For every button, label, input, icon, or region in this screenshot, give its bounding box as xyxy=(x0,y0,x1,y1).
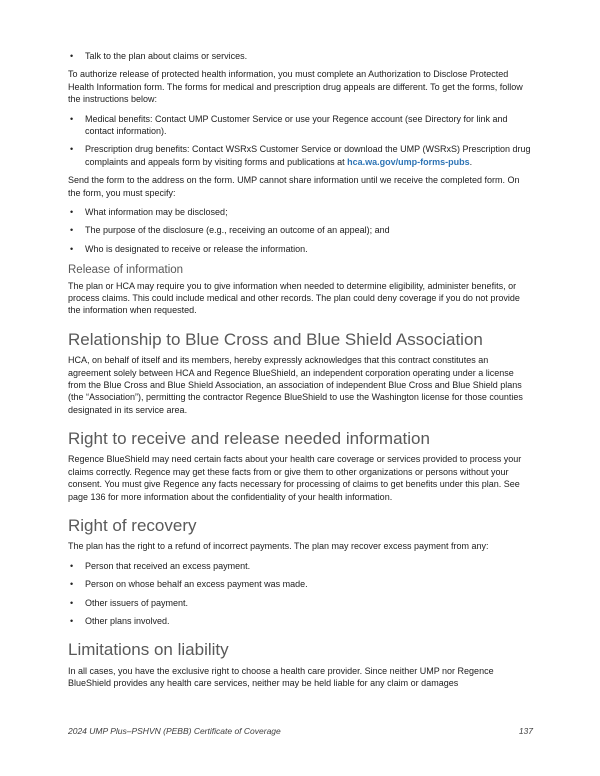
heading-limitations-on-liability: Limitations on liability xyxy=(68,640,229,660)
list-item xyxy=(68,560,533,572)
heading-release-of-information: Release of information xyxy=(68,264,184,277)
bullet-text: What information may be disclosed; xyxy=(85,207,228,218)
list-item xyxy=(68,206,533,218)
bullet-text: Talk to the plan about claims or services. xyxy=(85,51,248,61)
heading-relationship-bcbs: Relationship to Blue Cross and Blue Shield Association xyxy=(68,329,483,349)
list-item xyxy=(68,50,533,62)
bullet-text: Person that received an excess payment. xyxy=(85,560,251,571)
bullet-text: Other issuers of payment. xyxy=(85,597,189,608)
specify-bullet-list xyxy=(68,206,533,255)
paragraph-relationship-bcbs: HCA, on behalf of itself and its members, hereby expressly acknowledges that this contract constitutes an agreement solely between HCA and Regence BlueShield, an independent corporation operating under a license from the Blue Cross and Blue Shield Association, an association of independent Blue Cross and Blue Shield plans (the “Association”), permitting the contractor Regence BlueShield to use the Washington license for those counties designated in its service area. xyxy=(68,355,523,415)
list-item xyxy=(68,597,533,609)
paragraph-right-receive-release: Regence BlueShield may need certain facts about your health care coverage or services provided to process your claims correctly. Regence may get these facts from or give them to other organizations or persons without your consent. You must give Regence any facts necessary for processing of claims to get benefits under this plan. See page 136 for more information about the confidentiality of your health information. xyxy=(68,454,522,502)
bullet-text: Other plans involved. xyxy=(85,615,170,626)
benefits-bullet-list xyxy=(68,113,533,169)
recovery-bullet-list xyxy=(68,560,533,628)
bullet-text: Who is designated to receive or release the information. xyxy=(85,243,308,254)
paragraph-limitations-on-liability: In all cases, you have the exclusive right to choose a health care provider. Since neither UMP nor Regence BlueShield provides any health care services, neither may be held liable for any claim or damages xyxy=(68,665,494,688)
bullet-text-before-link: Prescription drug benefits: Contact WSRxS Customer Service or download the UMP (WSRxS) Prescription drug complaints and appeals form by visiting forms and publications at xyxy=(85,144,531,167)
list-item xyxy=(68,615,533,627)
bullet-text: The purpose of the disclosure (e.g., receiving an outcome of an appeal); and xyxy=(85,225,390,236)
paragraph-authorize: To authorize release of protected health information, you must complete an Authorization to Disclose Protected Health Information form. The forms for medical and prescription drug appeals are different. To get the forms, follow the instructions below: xyxy=(68,69,523,105)
bullet-text-after-link: . xyxy=(469,156,473,167)
bullet-text: Medical benefits: Contact UMP Customer Service or use your Regence account (see Directory for link and contact information). xyxy=(85,113,508,137)
bullet-text xyxy=(85,144,531,166)
page-number: 137 xyxy=(518,726,533,737)
paragraph-release-of-information: The plan or HCA may require you to give information when needed to determine eligibility, administer benefits, or process claims. This could include medical and other records. The plan could deny coverage if you do not provide the information when requested. xyxy=(68,280,520,316)
paragraph-send-form: Send the form to the address on the form. UMP cannot share information until we receive the completed form. On the form, you must specify: xyxy=(68,175,520,198)
claims-bullet-list xyxy=(68,50,533,62)
list-item xyxy=(68,243,533,255)
list-item xyxy=(68,224,533,236)
page-footer xyxy=(68,726,533,738)
heading-right-of-recovery: Right of recovery xyxy=(68,516,197,536)
footer-document-title: 2024 UMP Plus–PSHVN (PEBB) Certificate of Coverage xyxy=(68,726,281,737)
hyperlink-ump-forms-pubs[interactable]: hca.wa.gov/ump-forms-pubs xyxy=(347,156,470,167)
paragraph-right-of-recovery: The plan has the right to a refund of incorrect payments. The plan may recover excess payment from any: xyxy=(68,541,489,552)
bullet-text: Person on whose behalf an excess payment was made. xyxy=(85,579,308,590)
list-item xyxy=(68,578,533,590)
list-item xyxy=(68,113,533,138)
heading-right-receive-release: Right to receive and release needed information xyxy=(68,429,430,449)
list-item xyxy=(68,143,533,168)
